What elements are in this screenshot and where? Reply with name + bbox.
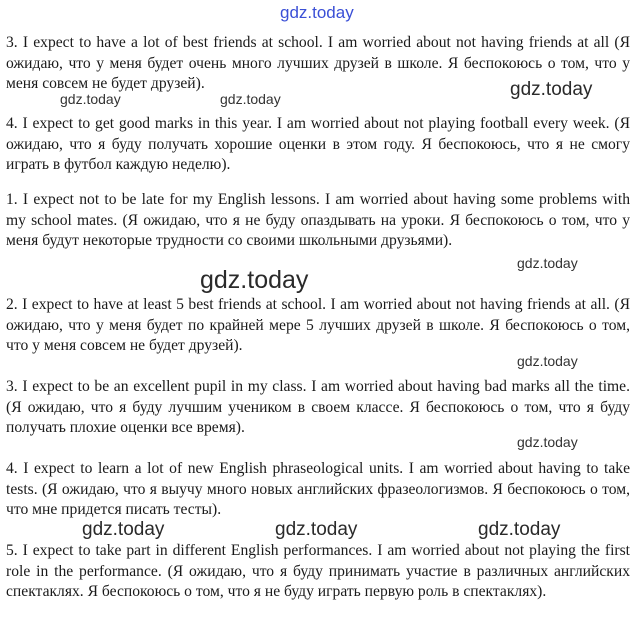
watermark: gdz.today	[220, 91, 281, 107]
watermark: gdz.today	[517, 255, 578, 271]
paragraph-2: 4. I expect to get good marks in this year. I am worried about not playing football every week. (Я ожидаю, что я буду получать хорошие оценки в этом году. Я беспокоюсь, что я не смогу играть в футбол каждую неделю).	[6, 115, 630, 174]
watermark: gdz.today	[82, 519, 165, 540]
watermark-top: gdz.today	[280, 3, 354, 22]
paragraph-4: 2. I expect to have at least 5 best friends at school. I am worried about not having friends at all. (Я ожидаю, что у меня будет по крайней мере 5 лучших друзей в школе. Я беспокоюсь о том, что у меня совсем не будет друзей).	[6, 296, 630, 355]
paragraph-6: 4. I expect to learn a lot of new English phraseological units. I am worried about having to take tests. (Я ожидаю, что я выучу много новых английских фразеологизмов. Я беспокоюсь о том, что мне придется писать тесты).	[6, 460, 630, 519]
paragraph-5: 3. I expect to be an excellent pupil in my class. I am worried about having bad marks all the time. (Я ожидаю, что я буду лучшим учеником в своем классе. Я беспокоюсь о том, что я буду получать плохие оценки все время).	[6, 378, 630, 437]
watermark: gdz.today	[517, 353, 578, 369]
watermark: gdz.today	[200, 266, 309, 294]
watermark: gdz.today	[60, 91, 121, 107]
watermark: gdz.today	[517, 434, 578, 450]
watermark: gdz.today	[275, 519, 358, 540]
paragraph-3: 1. I expect not to be late for my English lessons. I am worried about having some problems with my school mates. (Я ожидаю, что я не буду опаздывать на уроки. Я беспокоюсь о том, что у меня будут некоторые трудности со своими школьными друзьями).	[6, 191, 630, 250]
watermark: gdz.today	[478, 519, 561, 540]
watermark: gdz.today	[510, 79, 593, 100]
paragraph-1: 3. I expect to have a lot of best friends at school. I am worried about not having friends at all (Я ожидаю, что у меня будет очень много лучших друзей в школе. Я беспокоюсь о том, что у меня совсем не будет друзей).	[6, 34, 630, 93]
paragraph-7: 5. I expect to take part in different English performances. I am worried about not playing the first role in the performance. (Я ожидаю, что я буду принимать участие в различных английских спектаклях. Я беспокоюсь о том, что я не буду играть первую роль в спектаклях).	[6, 542, 630, 601]
